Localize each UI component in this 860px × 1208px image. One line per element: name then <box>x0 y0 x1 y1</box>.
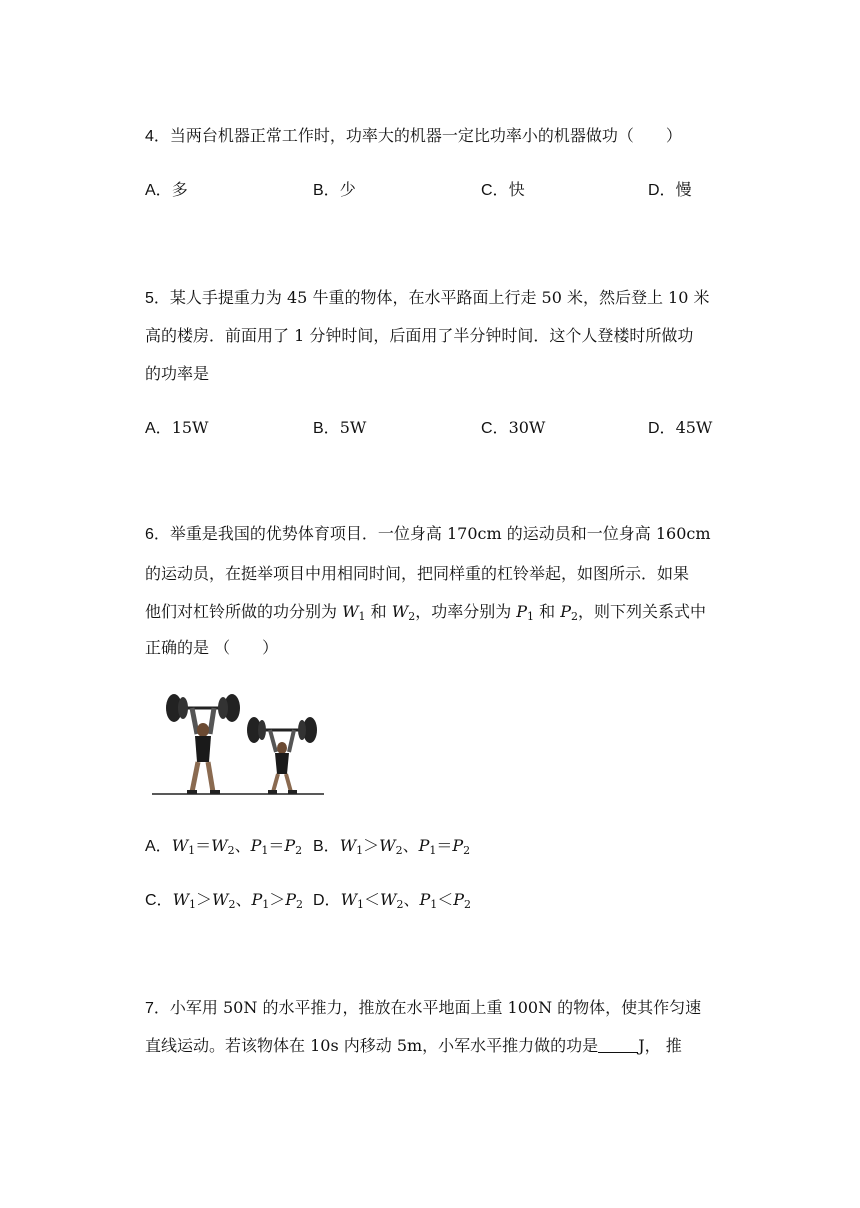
q6-stem-line-3: 他们对杠铃所做的功分别为 $W_1$ 和 $W_2$，功率分别为 $P_1$ 和 $P_2$，则下列关系式中 <box>145 602 707 623</box>
q5-option-c[interactable]: C．30W <box>481 418 546 437</box>
q4-option-d[interactable]: D．慢 <box>648 180 692 199</box>
q4-option-c[interactable]: C．快 <box>481 180 525 199</box>
q4-option-b[interactable]: B．少 <box>313 180 356 199</box>
q5-number: 5． <box>145 290 170 307</box>
q6-stem-line-4: 正确的是 （ ） <box>145 638 279 657</box>
q7-stem-line-1: 7．小军用 50N 的水平推力，推放在水平地面上重 100N 的物体，使其作匀速 <box>145 998 702 1017</box>
q5-stem-line-1: 5．某人手提重力为 45 牛重的物体，在水平路面上行走 50 米，然后登上 10 米 <box>145 288 710 307</box>
q6-stem-line-1: 6．举重是我国的优势体育项目．一位身高 170cm 的运动员和一位身高 160cm <box>145 524 711 543</box>
weightlifters-figure <box>150 690 330 798</box>
q6-option-a[interactable]: A．$W_1=W_2$、$P_1=P_2$ <box>145 836 303 857</box>
q7-number: 7． <box>145 1000 170 1017</box>
answer-blank[interactable] <box>598 1036 638 1053</box>
q5-option-d[interactable]: D．45W <box>648 418 713 437</box>
q4-number: 4． <box>145 128 170 145</box>
q7-stem-line-2: 直线运动。若该物体在 10s 内移动 5m，小军水平推力做的功是 J， 推 <box>145 1036 682 1055</box>
q4-stem: 4．当两台机器正常工作时，功率大的机器一定比功率小的机器做功（ ） <box>145 126 682 145</box>
q5-stem-line-2: 高的楼房．前面用了 1 分钟时间，后面用了半分钟时间．这个人登楼时所做功 <box>145 326 694 345</box>
q6-option-c[interactable]: C．$W_1>W_2$、$P_1>P_2$ <box>145 890 304 911</box>
q4-option-a[interactable]: A．多 <box>145 180 188 199</box>
q6-option-b[interactable]: B．$W_1>W_2$、$P_1=P_2$ <box>313 836 471 857</box>
q6-number: 6． <box>145 526 170 543</box>
q6-option-d[interactable]: D．$W_1<W_2$、$P_1<P_2$ <box>313 890 472 911</box>
q5-option-a[interactable]: A．15W <box>145 418 209 437</box>
q6-stem-line-2: 的运动员，在挺举项目中用相同时间，把同样重的杠铃举起，如图所示．如果 <box>145 564 690 583</box>
q5-stem-line-3: 的功率是 <box>145 364 210 383</box>
q5-option-b[interactable]: B．5W <box>313 418 367 437</box>
